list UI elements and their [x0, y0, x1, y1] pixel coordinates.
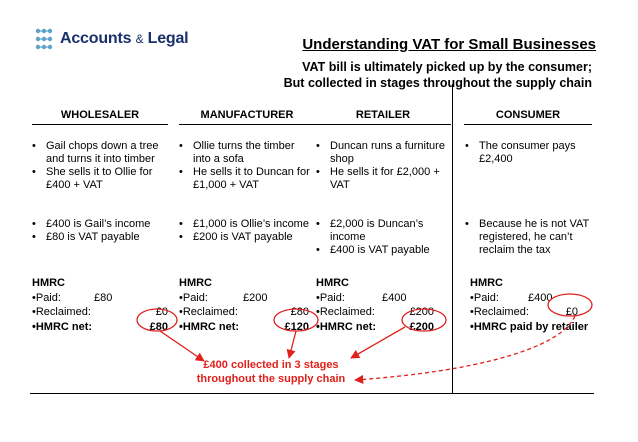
heading-consumer: CONSUMER [495, 109, 561, 121]
reclaimed-label: •Reclaimed: [32, 306, 91, 318]
reclaimed-label: •Reclaimed: [470, 306, 529, 318]
paid-label: •Paid: [470, 291, 499, 304]
heading-retailer: RETAILER [355, 109, 411, 121]
list-item: • £1,000 is Ollie’s income [179, 218, 315, 231]
list-item: • He sells it to Duncan for £1,000 + VAT [179, 166, 315, 192]
list-item: • £2,000 is Duncan’s income [316, 218, 448, 244]
list-item: • Gail chops down a tree and turns it into timber [32, 140, 166, 166]
arrow-wholesaler [160, 331, 204, 361]
paid-label: •Paid: [179, 291, 208, 304]
arrow-manufacturer [289, 331, 296, 358]
hmrc-title: HMRC [179, 277, 212, 289]
list-item: • £400 is VAT payable [316, 244, 448, 257]
reclaimed-value: £0 [155, 306, 168, 318]
heading-wholesaler: WHOLESALER [60, 109, 140, 121]
highlight-ellipse-manufacturer [274, 309, 318, 331]
reclaimed-value: £200 [409, 306, 434, 318]
net-label: •HMRC net: [316, 320, 377, 333]
list-item: • Ollie turns the timber into a sofa [179, 140, 315, 166]
bottom-divider [30, 393, 594, 394]
highlight-ellipse-retailer [402, 309, 446, 331]
list-item: • The consumer pays £2,400 [465, 140, 591, 166]
paid-value: £400 [382, 291, 407, 304]
paid-label: •Paid: [32, 291, 61, 304]
arrow-consumer-dashed [355, 316, 575, 380]
paid-value: £80 [94, 291, 113, 304]
logo-name-main: Accounts [60, 30, 132, 47]
list-item: • £80 is VAT payable [32, 231, 166, 244]
arrow-retailer [351, 327, 405, 358]
net-value: £80 [149, 320, 168, 333]
callout-line-2: throughout the supply chain [196, 373, 346, 385]
list-item: • He sells it for £2,000 + VAT [316, 166, 448, 192]
net-label: •HMRC paid by retailer [470, 320, 589, 333]
reclaimed-value: £80 [290, 306, 309, 318]
hmrc-title: HMRC [470, 277, 503, 289]
list-item: • £200 is VAT payable [179, 231, 315, 244]
net-value: £120 [284, 320, 309, 333]
net-label: •HMRC net: [179, 320, 240, 333]
paid-value: £200 [243, 291, 268, 304]
reclaimed-value: £0 [565, 306, 578, 318]
reclaimed-label: •Reclaimed: [316, 306, 375, 318]
list-item: • Duncan runs a furniture shop [316, 140, 448, 166]
subtitle-line-1: VAT bill is ultimately picked up by the consumer; [302, 60, 592, 74]
hmrc-title: HMRC [32, 277, 65, 289]
net-value: £200 [409, 320, 434, 333]
subtitle-line-2: But collected in stages throughout the supply chain [283, 76, 592, 90]
paid-value: £400 [528, 291, 553, 304]
list-item: • £400 is Gail’s income [32, 218, 166, 231]
list-item: • She sells it to Ollie for £400 + VAT [32, 166, 166, 192]
highlight-ellipse-wholesaler [137, 309, 177, 331]
callout-line-1: £400 collected in 3 stages [203, 359, 339, 371]
collection-callout [196, 358, 346, 386]
hmrc-title: HMRC [316, 277, 349, 289]
highlight-ellipse-consumer [548, 294, 592, 316]
paid-label: •Paid: [316, 291, 345, 304]
logo-ampersand: & [135, 32, 144, 46]
heading-manufacturer: MANUFACTURER [200, 109, 294, 121]
reclaimed-label: •Reclaimed: [179, 306, 238, 318]
net-label: •HMRC net: [32, 320, 93, 333]
page-title: Understanding VAT for Small Businesses [302, 36, 596, 53]
logo-name-end: Legal [147, 30, 189, 47]
list-item: • Because he is not VAT registered, he can’t reclaim the tax [465, 218, 593, 257]
